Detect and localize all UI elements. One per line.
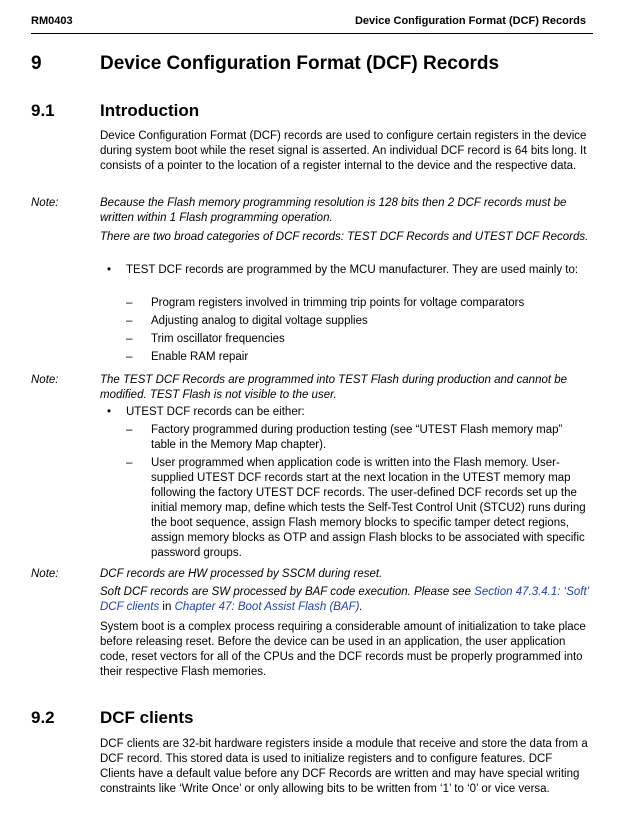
note-label: Note: xyxy=(31,374,59,386)
note-label: Note: xyxy=(31,197,59,209)
bullet-glyph: • xyxy=(107,406,112,418)
section-9-2-title: DCF clients xyxy=(100,708,194,727)
note-flash-resolution: Because the Flash memory programming resolution is 128 bits then 2 DCF records must be written within 1 Flash programming operation. xyxy=(100,197,567,224)
dcf-clients-paragraph: DCF clients are 32-bit hardware registers inside a module that receive and store the data from a DCF record. This stored data is used to initialize registers and to configure features. DCF Clients have a default value before any DCF Records are written and may have special writing constraints like ‘Write Once’ or only allowing bits to be written from ‘1’ to ‘0’ or vice versa. xyxy=(100,738,588,795)
dash-glyph: – xyxy=(126,333,133,345)
dash-glyph: – xyxy=(126,351,133,363)
bullet-utest-dcf: UTEST DCF records can be either: xyxy=(126,406,305,418)
note-soft-dcf-end: . xyxy=(359,601,363,613)
list-item: Program registers involved in trimming trip points for voltage comparators xyxy=(151,297,525,309)
dash-glyph: – xyxy=(126,315,133,327)
header-doc-id: RM0403 xyxy=(31,15,73,27)
link-chapter-47[interactable]: Chapter 47: Boot Assist Flash (BAF) xyxy=(174,601,360,613)
dash-glyph: – xyxy=(126,457,133,469)
note-soft-dcf xyxy=(100,585,590,615)
link-section-47-3-4-1[interactable]: Section 47.3.4.1: ‘Soft’ DCF clients xyxy=(100,586,589,613)
section-9-1-title: Introduction xyxy=(100,101,200,120)
bullet-test-dcf: TEST DCF records are programmed by the MCU manufacturer. They are used mainly to: xyxy=(126,264,579,276)
list-item: Trim oscillator frequencies xyxy=(151,333,285,345)
note-soft-dcf-text: Soft DCF records are SW processed by BAF code execution. Please see xyxy=(100,586,475,598)
header-running-title: Device Configuration Format (DCF) Records xyxy=(354,15,586,27)
note-soft-dcf-in: in xyxy=(159,601,175,613)
header-rule xyxy=(31,33,593,34)
chapter-title: Device Configuration Format (DCF) Records xyxy=(100,53,500,74)
note-dcf-categories: There are two broad categories of DCF records: TEST DCF Records and UTEST DCF Records. xyxy=(100,231,589,243)
bullet-glyph: • xyxy=(107,264,112,276)
system-boot-paragraph: System boot is a complex process requiring a considerable amount of initialization to take place before releasing reset. Before the device can be used in an application, the user application code, reset vectors for all of the CPUs and the DCF records must be properly programmed into their respective Flash memories. xyxy=(100,621,586,678)
dash-glyph: – xyxy=(126,297,133,309)
dash-glyph: – xyxy=(126,424,133,436)
note-test-flash: The TEST DCF Records are programmed into TEST Flash during production and cannot be modified. TEST Flash is not visible to the user. xyxy=(100,374,568,401)
note-hw-processed: DCF records are HW processed by SSCM during reset. xyxy=(100,568,383,580)
list-item: Adjusting analog to digital voltage supplies xyxy=(151,315,368,327)
section-9-1-number: 9.1 xyxy=(31,101,55,120)
section-9-2-number: 9.2 xyxy=(31,708,55,727)
note-label: Note: xyxy=(31,568,59,580)
intro-paragraph: Device Configuration Format (DCF) records are used to configure certain registers in the device during system boot while the reset signal is asserted. An individual DCF record is 64 bits long. It consists of a pointer to the location of a register internal to the device and the respective data. xyxy=(100,130,587,172)
list-item: Enable RAM repair xyxy=(151,351,249,363)
list-item: User programmed when application code is written into the Flash memory. User-supplied UTEST DCF records start at the next location in the UTEST memory map following the factory UTEST DCF records. The user-defined DCF records set up the initial memory map, define which tests the Self-Test Control Unit (STCU2) runs during the boot sequence, assign Flash memory blocks to specific tamper detect regions, assign memory blocks as OTP and assign Flash blocks to be associated with specific password groups. xyxy=(151,457,586,559)
list-item: Factory programmed during production testing (see “UTEST Flash memory map” table in the Memory Map chapter). xyxy=(151,424,563,451)
chapter-number: 9 xyxy=(31,53,42,74)
